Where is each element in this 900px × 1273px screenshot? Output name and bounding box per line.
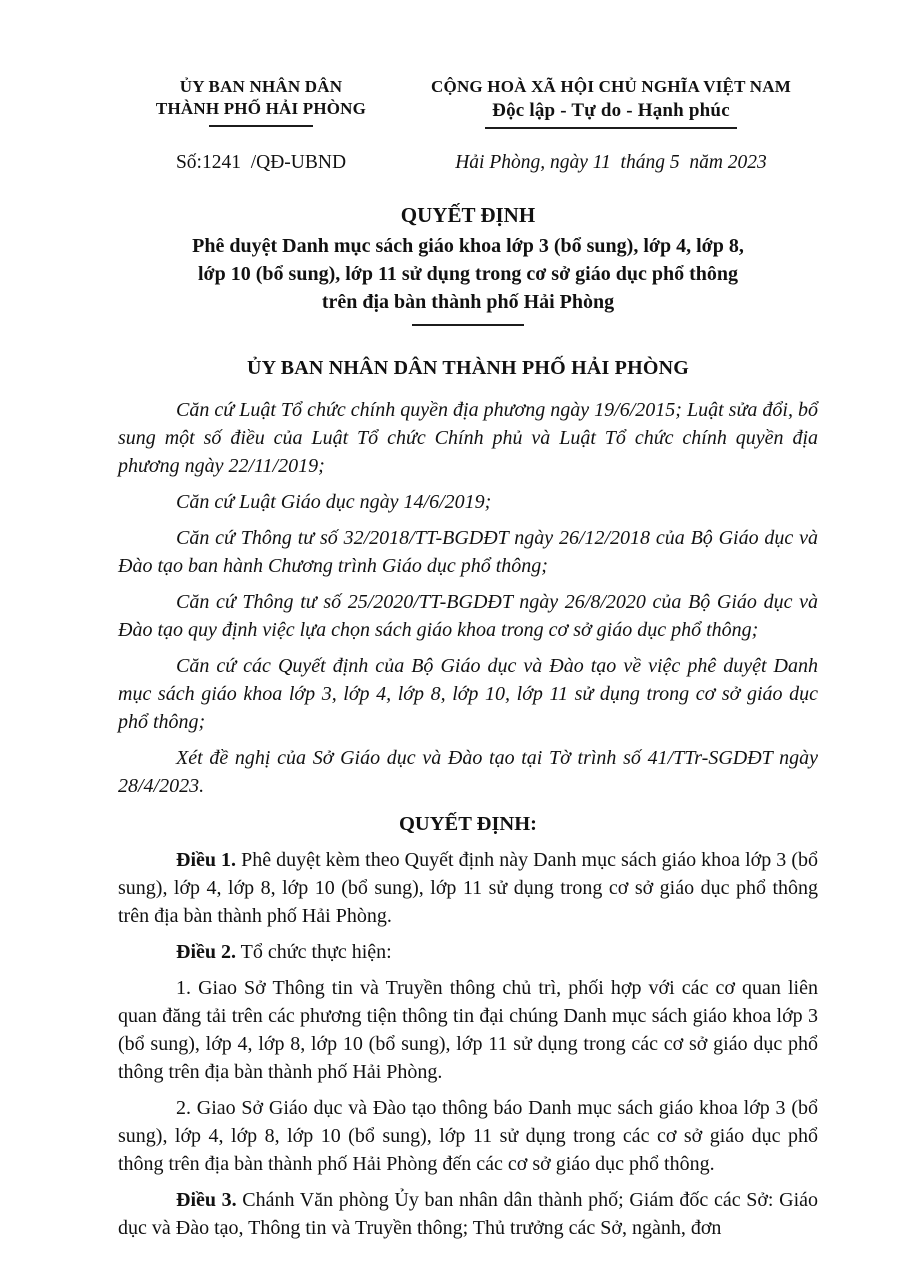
issuing-authority-block bbox=[118, 76, 404, 175]
article-paragraph bbox=[118, 1186, 818, 1242]
article-paragraph bbox=[118, 1094, 818, 1178]
preamble-paragraph: Xét đề nghị của Sở Giáo dục và Đào tạo tại Tờ trình số 41/TTr-SGDĐT ngày 28/4/2023. bbox=[118, 747, 818, 797]
article-text: Phê duyệt kèm theo Quyết định này Danh mục sách giáo khoa lớp 3 (bổ sung), lớp 4, lớp 8, lớp 10 (bổ sung), lớp 11 sử dụng trong cơ sở giáo dục phổ thông trên địa bàn thành phố Hải Phòng. bbox=[118, 849, 818, 927]
title-block bbox=[118, 201, 818, 326]
national-title: CỘNG HOÀ XÃ HỘI CHỦ NGHĨA VIỆT NAM bbox=[431, 77, 791, 96]
issuing-authority-line2: THÀNH PHỐ HẢI PHÒNG bbox=[155, 99, 367, 118]
article-lead: Điều 2. bbox=[176, 941, 236, 963]
article-text: Chánh Văn phòng Ủy ban nhân dân thành phố; Giám đốc các Sở: Giáo dục và Đào tạo, Thông tin và Truyền thông; Thủ trưởng các Sở, ngành, đơn bbox=[118, 1189, 818, 1239]
article-paragraph bbox=[118, 846, 818, 930]
article-text: Tổ chức thực hiện: bbox=[236, 941, 392, 963]
document-title-line3: trên địa bàn thành phố Hải Phòng bbox=[321, 291, 615, 313]
document-number: Số:1241 /QĐ-UBND bbox=[175, 152, 347, 173]
document-title-line1: Phê duyệt Danh mục sách giáo khoa lớp 3 (bổ sung), lớp 4, lớp 8, bbox=[192, 235, 744, 257]
document-header bbox=[118, 76, 818, 175]
article-lead: Điều 1. bbox=[176, 849, 237, 871]
place-date-line: Hải Phòng, ngày 11 tháng 5 năm 2023 bbox=[455, 152, 767, 173]
issuing-authority-line1: ỦY BAN NHÂN DÂN bbox=[179, 77, 343, 96]
national-motto: Độc lập - Tự do - Hạnh phúc bbox=[492, 100, 730, 121]
preamble-paragraph: Căn cứ các Quyết định của Bộ Giáo dục và Đào tạo về việc phê duyệt Danh mục sách giáo khoa lớp 3, lớp 4, lớp 8, lớp 10, lớp 11 sử dụng trong cơ sở giáo dục phổ thông; bbox=[118, 655, 818, 733]
article-lead: Điều 3. bbox=[176, 1189, 237, 1211]
article-paragraph bbox=[118, 938, 818, 966]
header-left-divider bbox=[209, 125, 313, 127]
title-divider bbox=[412, 324, 524, 326]
preamble-paragraph: Căn cứ Luật Giáo dục ngày 14/6/2019; bbox=[176, 491, 492, 513]
decision-heading: QUYẾT ĐỊNH: bbox=[398, 813, 537, 835]
issuing-body-heading: ỦY BAN NHÂN DÂN THÀNH PHỐ HẢI PHÒNG bbox=[246, 357, 689, 379]
document-title-line2: lớp 10 (bổ sung), lớp 11 sử dụng trong cơ sở giáo dục phổ thông bbox=[198, 263, 738, 285]
preamble-paragraph: Căn cứ Thông tư số 25/2020/TT-BGDĐT ngày 26/8/2020 của Bộ Giáo dục và Đào tạo quy định việc lựa chọn sách giáo khoa trong cơ sở giáo dục phổ thông; bbox=[118, 591, 818, 641]
article-text: 1. Giao Sở Thông tin và Truyền thông chủ trì, phối hợp với các cơ quan liên quan đăng tải trên các phương tiện thông tin đại chúng Danh mục sách giáo khoa lớp 3 (bổ sung), lớp 4, lớp 8, lớp 10 (bổ sung), lớp 11 sử dụng trong các cơ sở giáo dục phổ thông trên địa bàn thành phố Hải Phòng. bbox=[118, 977, 818, 1083]
preamble-paragraph: Căn cứ Luật Tổ chức chính quyền địa phương ngày 19/6/2015; Luật sửa đổi, bổ sung một số điều của Luật Tổ chức Chính phủ và Luật Tổ chức chính quyền địa phương ngày 22/11/2019; bbox=[118, 399, 818, 477]
document-type-heading: QUYẾT ĐỊNH bbox=[400, 203, 536, 227]
header-right-divider bbox=[485, 127, 737, 129]
preamble-paragraph: Căn cứ Thông tư số 32/2018/TT-BGDĐT ngày 26/12/2018 của Bộ Giáo dục và Đào tạo ban hành Chương trình Giáo dục phổ thông; bbox=[118, 527, 818, 577]
national-motto-block bbox=[404, 76, 818, 175]
article-paragraph bbox=[118, 974, 818, 1086]
article-text: 2. Giao Sở Giáo dục và Đào tạo thông báo Danh mục sách giáo khoa lớp 3 (bổ sung), lớp 4, lớp 8, lớp 10 (bổ sung), lớp 11 sử dụng trong các cơ sở giáo dục phổ thông trên địa bàn thành phố Hải Phòng đến các cơ sở giáo dục phổ thông. bbox=[118, 1097, 818, 1175]
